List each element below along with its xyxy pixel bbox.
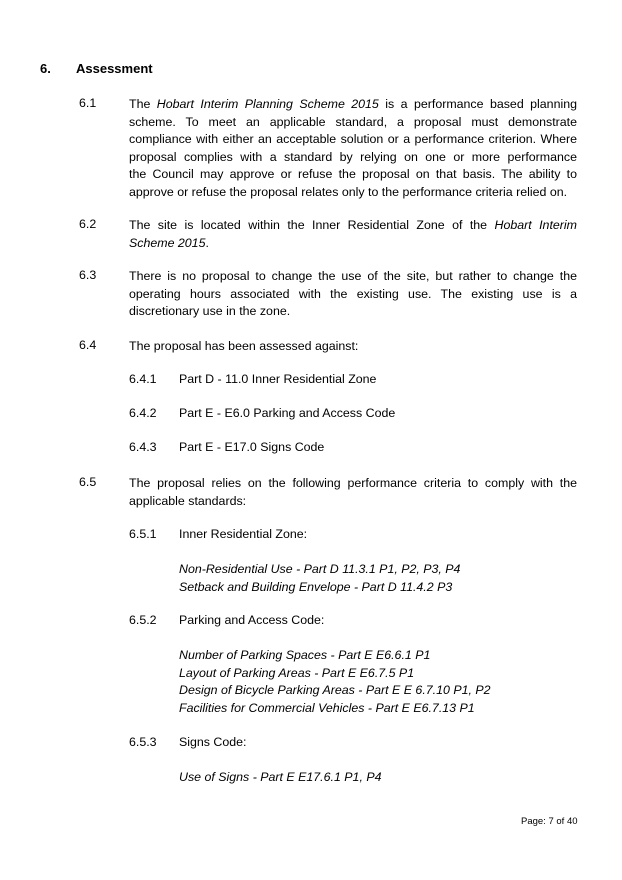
item-6-4-1: Part D - 11.0 Inner Residential Zone [179, 372, 377, 386]
para-6-1: The Hobart Interim Planning Scheme 2015 is a performance based planning scheme. To meet an applicable standard, a proposal must demonstrate compliance with either an acceptable solution or a performance criterion. Where proposal complies with a standard by relying on one or more performance the Council may approve or refuse the proposal on that basis. The ability to approve or refuse the proposal relates only to the performance criteria relied on. [129, 97, 577, 199]
item-6-5-3-number: 6.5.3 [129, 735, 157, 749]
item-6-4-2-number: 6.4.2 [129, 406, 157, 420]
para-6-3-number: 6.3 [79, 268, 97, 282]
criterion: Non-Residential Use - Part D 11.3.1 P1, P2, P3, P4 [179, 562, 461, 576]
para-6-3: There is no proposal to change the use of the site, but rather to change the operating hours associated with the existing use. The existing use is a discretionary use in the zone. [129, 269, 577, 318]
section-number: 6. [40, 61, 51, 76]
section-title: Assessment [76, 61, 153, 76]
para-6-4: The proposal has been assessed against: [129, 339, 359, 353]
item-6-4-3-number: 6.4.3 [129, 440, 157, 454]
item-6-5-2-number: 6.5.2 [129, 613, 157, 627]
criterion: Layout of Parking Areas - Part E E6.7.5 P1 [179, 665, 415, 680]
item-6-5-1-number: 6.5.1 [129, 527, 157, 541]
criterion: Facilities for Commercial Vehicles - Part E E6.7.13 P1 [179, 700, 475, 715]
item-6-4-1-number: 6.4.1 [129, 372, 157, 386]
para-6-5: The proposal relies on the following performance criteria to comply with the applicable standards: [129, 476, 577, 508]
criteria-list-6-5-3 [179, 769, 382, 787]
para-6-1-number: 6.1 [79, 96, 97, 110]
criterion: Setback and Building Envelope - Part D 11.4.2 P3 [179, 579, 453, 594]
criterion: Use of Signs - Part E E17.6.1 P1, P4 [179, 770, 382, 784]
item-6-5-2: Parking and Access Code: [179, 613, 325, 627]
criterion: Design of Bicycle Parking Areas - Part E E 6.7.10 P1, P2 [179, 683, 491, 697]
para-6-2: The site is located within the Inner Residential Zone of the Hobart Interim Scheme 2015. [129, 218, 577, 250]
criteria-list-6-5-1 [179, 561, 460, 596]
para-6-5-number: 6.5 [79, 475, 97, 489]
item-6-4-3: Part E - E17.0 Signs Code [179, 440, 325, 454]
criterion: Number of Parking Spaces - Part E E6.6.1 P1 [179, 648, 431, 662]
para-6-4-number: 6.4 [79, 338, 97, 352]
para-6-2-number: 6.2 [79, 217, 97, 231]
item-6-5-1: Inner Residential Zone: [179, 527, 308, 541]
criteria-list-6-5-2 [179, 647, 491, 717]
item-6-4-2: Part E - E6.0 Parking and Access Code [179, 406, 396, 420]
page-number: Page: 7 of 40 [521, 816, 578, 827]
item-6-5-3: Signs Code: [179, 735, 247, 749]
